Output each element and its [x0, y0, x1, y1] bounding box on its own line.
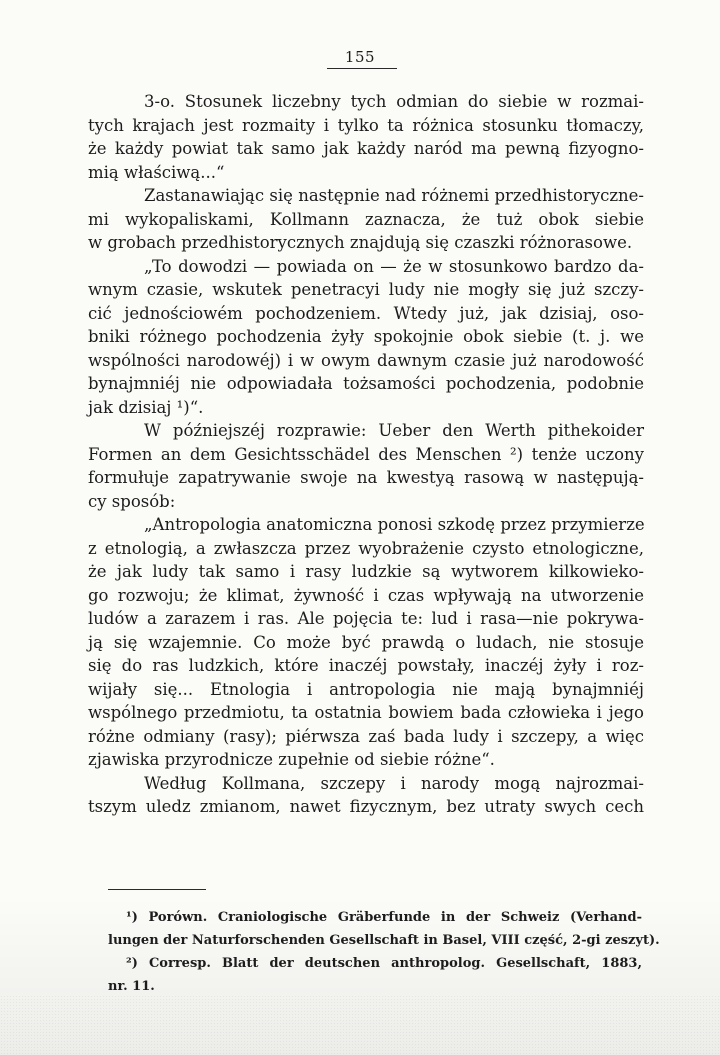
text-line: że jak ludy tak samo i rasy ludzkie są wytworem kilkowieko-: [88, 562, 644, 581]
text-line: z etnologią, a zwłaszcza przez wyobrażenie czysto etnologiczne,: [88, 538, 644, 558]
text-line: tych krajach jest rozmaity i tylko ta różnica stosunku tłomaczy,: [88, 115, 644, 135]
page-number: 155: [344, 48, 376, 66]
text-line: że każdy powiat tak samo jak każdy naród ma pewną fizyogno-: [88, 139, 644, 158]
footnotes: [108, 906, 660, 998]
footnote-rule: [108, 889, 206, 890]
footnote-line: ²) Corresp. Blatt der deutschen anthropolog. Gesellschaft, 1883,: [126, 956, 642, 971]
text-line: Zastanawiając się następnie nad różnemi przedhistoryczne-: [144, 186, 644, 205]
text-line: bniki różnego pochodzenia żyły spokojnie obok siebie (t. j. we: [88, 327, 644, 346]
text-line: w grobach przedhistorycznych znajdują się czaszki różnorasowe.: [88, 233, 633, 252]
text-line: wspólności narodowéj) i w owym dawnym czasie już narodowość: [88, 350, 644, 370]
text-line: „Antropologia anatomiczna ponosi szkodę przez przymierze: [144, 515, 645, 534]
text-line: się do ras ludzkich, które inaczéj powstały, inaczéj żyły i roz-: [88, 656, 644, 675]
text-line: bynajmniéj nie odpowiadała tożsamości pochodzenia, podobnie: [88, 374, 644, 393]
text-line: wnym czasie, wskutek penetracyi ludy nie mogły się już szczy-: [88, 280, 644, 299]
text-line: mią właściwą...“: [88, 162, 225, 182]
text-line: jak dzisiaj ¹)“.: [88, 397, 204, 417]
text-line: ją się wzajemnie. Co może być prawdą o ludach, nie stosuje: [88, 632, 644, 652]
footnote-line: nr. 11.: [108, 979, 155, 994]
text-line: zjawiska przyrodnicze zupełnie od siebie różne“.: [88, 750, 495, 769]
text-line: cić jednościowém pochodzeniem. Wtedy już, jak dzisiaj, oso-: [88, 303, 644, 323]
text-line: go rozwoju; że klimat, żywność i czas wpływają na utworzenie: [88, 585, 644, 605]
footnote-line: ¹) Porówn. Craniologische Gräberfunde in der Schweiz (Verhand-: [126, 910, 642, 925]
text-line: wspólnego przedmiotu, ta ostatnia bowiem bada człowieka i jego: [88, 703, 644, 722]
text-line: 3-o. Stosunek liczebny tych odmian do siebie w rozmai-: [144, 92, 644, 111]
page-number-rule: [327, 68, 397, 69]
text-line: tszym uledz zmianom, nawet fizycznym, bez utraty swych cech: [88, 797, 644, 816]
page-scan-noise: [0, 995, 720, 1055]
body-text: [88, 90, 644, 819]
text-line: wijały się... Etnologia i antropologia nie mają bynajmniéj: [88, 679, 644, 699]
text-line: W późniejszéj rozprawie: Ueber den Werth pithekoider: [144, 421, 644, 440]
text-line: różne odmiany (rasy); piérwsza zaś bada ludy i szczepy, a więc: [88, 726, 644, 746]
text-line: mi wykopaliskami, Kollmann zaznacza, że tuż obok siebie: [88, 209, 644, 229]
text-line: formułuje zapatrywanie swoje na kwestyą rasową w następują-: [88, 468, 644, 487]
text-line: Formen an dem Gesichtsschädel des Menschen ²) tenże uczony: [88, 444, 644, 464]
text-line: „To dowodzi — powiada on — że w stosunkowo bardzo da-: [144, 256, 644, 276]
footnote-line: lungen der Naturforschenden Gesellschaft in Basel, VIII część, 2-gi zeszyt).: [108, 933, 660, 948]
text-line: ludów a zarazem i ras. Ale pojęcia te: lud i rasa—nie pokrywa-: [88, 609, 644, 628]
text-line: Według Kollmana, szczepy i narody mogą najrozmai-: [144, 773, 644, 793]
text-line: cy sposób:: [88, 491, 176, 511]
